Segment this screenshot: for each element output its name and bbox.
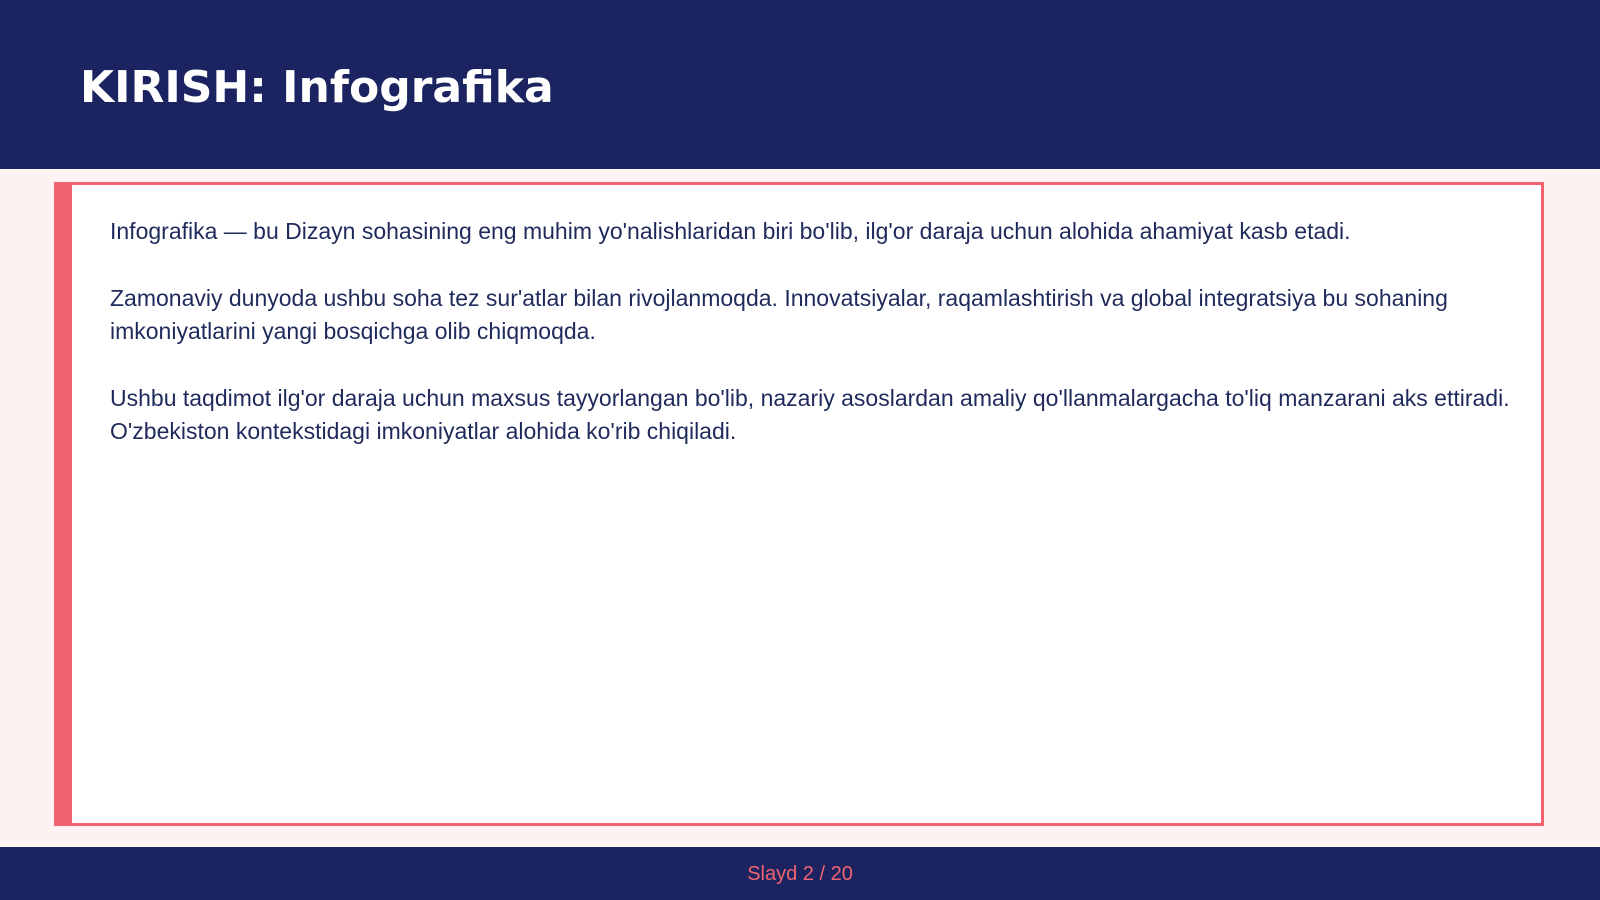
slide-header [0,0,1600,169]
paragraph-intro: Infografika — bu Dizayn sohasining eng muhim yo'nalishlaridan biri bo'lib, ilg'or daraja uchun alohida ahamiyat kasb etadi. [110,218,1351,244]
slide-counter: Slayd 2 / 20 [747,863,853,885]
paragraph-modern-world: Zamonaviy dunyoda ushbu soha tez sur'atlar bilan rivojlanmoqda. Innovatsiyalar, raqamlashtirish va global integratsiya bu sohaning imkoniyatlarini yangi bosqichga olib chiqmoqda. [110,285,1448,344]
slide-title: KIRISH: Infografika [80,62,554,113]
paragraph-presentation-scope: Ushbu taqdimot ilg'or daraja uchun maxsus tayyorlangan bo'lib, nazariy asoslardan amaliy qo'llanmalargacha to'liq manzarani aks ettiradi. O'zbekiston kontekstidagi imkoniyatlar alohida ko'rib chiqiladi. [110,385,1510,444]
content-text [110,215,1510,482]
slide-footer [0,847,1600,900]
content-panel [54,182,1544,826]
